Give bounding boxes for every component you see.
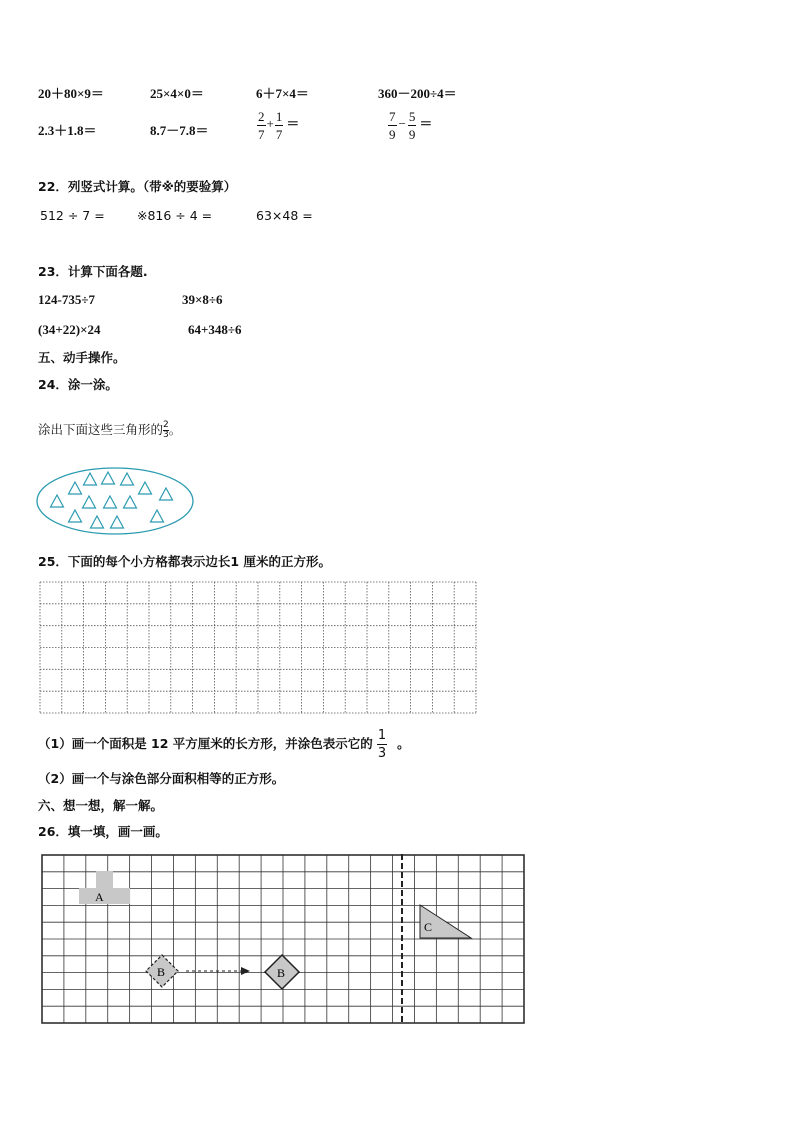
label-b-dashed: B bbox=[157, 965, 166, 979]
dotted-grid[interactable] bbox=[39, 581, 477, 714]
fraction: $\frac{1}{3}$ bbox=[377, 728, 387, 761]
expr-1: 20＋80×9＝ bbox=[38, 86, 104, 101]
label-a: A bbox=[95, 890, 104, 904]
q23-item-1: 124-735÷7 bbox=[38, 292, 95, 307]
triangle-shape[interactable] bbox=[69, 510, 82, 522]
shape-b-solid[interactable] bbox=[265, 955, 299, 989]
triangle-shape[interactable] bbox=[151, 510, 164, 522]
small-fraction: $\frac{2}{3}$ bbox=[163, 420, 169, 440]
triangle-shape[interactable] bbox=[139, 482, 152, 494]
expr-6: 8.7－7.8＝ bbox=[150, 123, 209, 138]
expr-2: 25×4×0＝ bbox=[150, 86, 204, 101]
label-b-solid: B bbox=[277, 966, 286, 980]
transform-grid[interactable] bbox=[41, 854, 525, 1024]
shape-a-cell bbox=[96, 871, 113, 888]
triangle-shape[interactable] bbox=[69, 482, 82, 494]
instruction-text: 涂出下面这些三角形的 bbox=[38, 422, 164, 437]
period: 。 bbox=[168, 422, 182, 437]
arrow-head-icon bbox=[241, 967, 250, 975]
q22-item-2: ※816 ÷ 4 = bbox=[137, 208, 213, 223]
sub1-text: （1）画一个面积是 12 平方厘米的长方形，并涂色表示它的 bbox=[38, 736, 373, 751]
expr-3: 6＋7×4＝ bbox=[256, 86, 309, 101]
equals-sign: ＝ bbox=[419, 116, 433, 132]
equals-sign: ＝ bbox=[286, 116, 300, 132]
expr-5: 2.3＋1.8＝ bbox=[38, 123, 97, 138]
triangle-shape[interactable] bbox=[84, 473, 97, 485]
q25-sub1 bbox=[38, 729, 410, 760]
q23-item-2: 39×8÷6 bbox=[182, 292, 223, 307]
q22-title: 22．列竖式计算。（带※的要验算） bbox=[38, 179, 237, 194]
shape-a[interactable] bbox=[79, 871, 130, 904]
triangle-shape[interactable] bbox=[121, 473, 134, 485]
q23-item-4: 64+348÷6 bbox=[188, 322, 242, 337]
period: 。 bbox=[397, 736, 410, 751]
minus-sign: − bbox=[398, 116, 406, 132]
section-6-heading: 六、想一想，解一解。 bbox=[38, 798, 164, 813]
triangle-shape[interactable] bbox=[124, 496, 137, 508]
q22-item-3: 63×48 = bbox=[256, 208, 313, 223]
q23-item-3: (34+22)×24 bbox=[38, 322, 101, 337]
label-c: C bbox=[424, 920, 433, 934]
shape-c[interactable] bbox=[420, 905, 471, 938]
q24-title: 24．涂一涂。 bbox=[38, 377, 118, 392]
fraction: $\frac{1}{7}$ bbox=[275, 109, 283, 142]
triangle-shape[interactable] bbox=[160, 488, 173, 500]
triangle-group[interactable] bbox=[51, 472, 173, 528]
triangle-shape[interactable] bbox=[91, 516, 104, 528]
q25-title: 25．下面的每个小方格都表示边长1 厘米的正方形。 bbox=[38, 554, 331, 569]
fraction: $\frac{7}{9}$ bbox=[389, 109, 396, 142]
q25-sub2: （2）画一个与涂色部分面积相等的正方形。 bbox=[38, 771, 285, 786]
triangle-shape[interactable] bbox=[51, 495, 64, 507]
fraction: $\frac{2}{7}$ bbox=[258, 109, 265, 142]
fraction: $\frac{5}{9}$ bbox=[408, 109, 416, 142]
q26-title: 26．填一填，画一画。 bbox=[38, 824, 168, 839]
plus-sign: + bbox=[266, 116, 274, 132]
triangle-shape[interactable] bbox=[104, 496, 117, 508]
triangle-shape[interactable] bbox=[111, 516, 124, 528]
triangle-shape[interactable] bbox=[102, 472, 115, 484]
section-5-heading: 五、动手操作。 bbox=[38, 350, 126, 365]
q23-title: 23．计算下面各题. bbox=[38, 264, 148, 279]
shape-a-cell bbox=[79, 888, 130, 904]
expr-4: 360－200÷4＝ bbox=[378, 86, 457, 101]
q22-item-1: 512 ÷ 7 = bbox=[40, 208, 105, 223]
triangle-shape[interactable] bbox=[83, 496, 96, 508]
